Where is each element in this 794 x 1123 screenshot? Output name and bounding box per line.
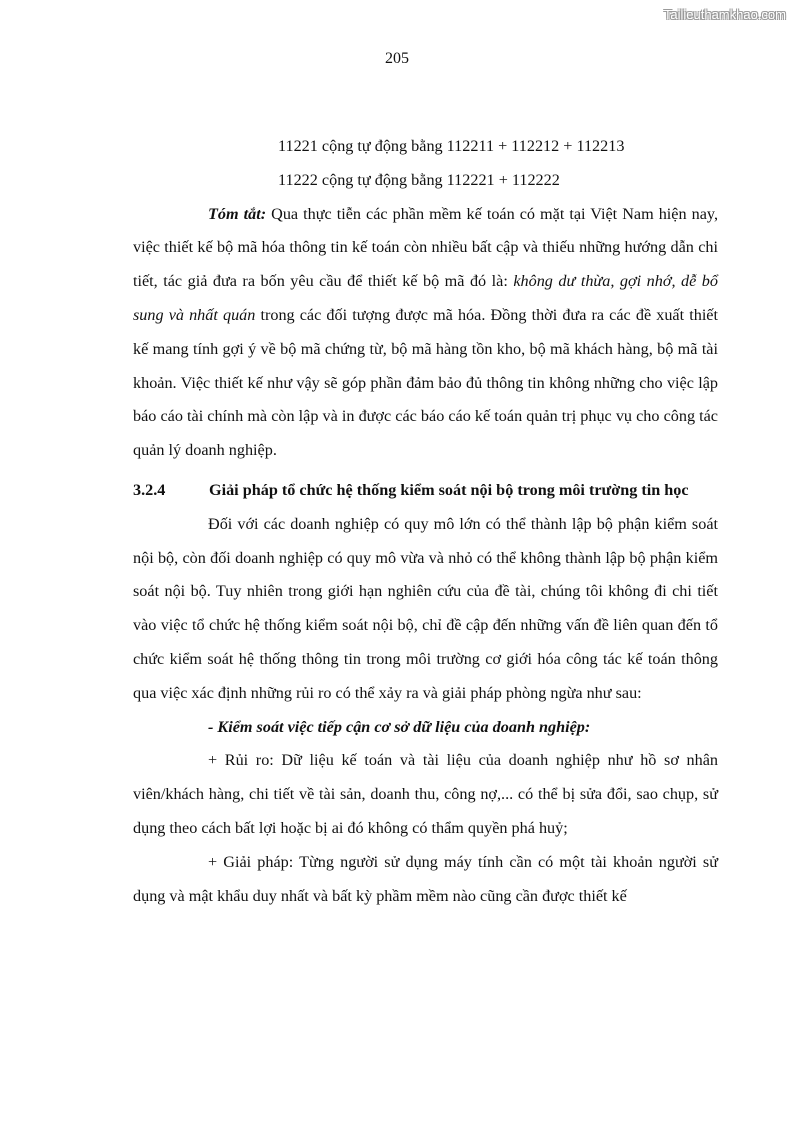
- subheading: - Kiểm soát việc tiếp cận cơ sở dữ liệu của doanh nghiệp:: [208, 717, 591, 736]
- solution-paragraph: + Giải pháp: Từng người sử dụng máy tính cần có một tài khoản người sử dụng và mật khẩu duy nhất và bất kỳ phầm mềm nào cũng cần được thiết kế: [133, 852, 718, 905]
- risk-paragraph: + Rủi ro: Dữ liệu kế toán và tài liệu của doanh nghiệp như hồ sơ nhân viên/khách hàng, chi tiết về tài sản, doanh thu, công nợ,... có thể bị sửa đổi, sao chụp, sử dụng theo cách bất lợi hoặc bị ai đó không có thẩm quyền phá huỷ;: [133, 751, 718, 837]
- section-heading: [133, 474, 718, 508]
- summary-label: Tóm tắt:: [208, 204, 267, 223]
- summary-paragraph: [133, 198, 718, 468]
- summary-text-1: Qua thực tiễn các phần mềm kế toán có mặt tại Việt Nam hiện nay, việc thiết kế bộ mã hóa thông tin kế toán còn nhiều bất cập và thiếu những hướng dẫn chi tiết, tác giả đưa ra bốn yêu cầu để thiết kế bộ mã đó là:: [133, 204, 718, 291]
- page-number: 205: [385, 50, 409, 67]
- watermark: Tailieuthamkhao.com: [663, 7, 786, 22]
- account-line-2: 11222 cộng tự động bằng 112221 + 112222: [278, 170, 560, 189]
- section-title: Giải pháp tổ chức hệ thống kiểm soát nội bộ trong môi trường tin học: [209, 480, 689, 499]
- paragraph-intro: Đối với các doanh nghiệp có quy mô lớn có thể thành lập bộ phận kiểm soát nội bộ, còn đối doanh nghiệp có quy mô vừa và nhỏ có thể không thành lập bộ phận kiểm soát nội bộ. Tuy nhiên trong giới hạn nghiên cứu của đề tài, chúng tôi không đi chi tiết vào việc tổ chức hệ thống kiểm soát nội bộ, chỉ đề cập đến những vấn đề liên quan đến tổ chức kiểm soát hệ thống thông tin trong môi trường cơ giới hóa công tác kế toán thông qua việc xác định những rủi ro có thể xảy ra và giải pháp phòng ngừa như sau:: [133, 514, 718, 702]
- summary-italic: không dư thừa, gợi nhớ, dễ bổ sung và nhất quán: [133, 272, 718, 324]
- document-body: [133, 130, 718, 913]
- summary-text-2: trong các đối tượng được mã hóa. Đồng thời đưa ra các đề xuất thiết kế mang tính gợi ý về bộ mã chứng từ, bộ mã hàng tồn kho, bộ mã khách hàng, bộ mã tài khoản. Việc thiết kế như vậy sẽ góp phần đảm bảo đủ thông tin không những cho việc lập báo cáo tài chính mà còn lập và in được các báo cáo kế toán quản trị phục vụ cho công tác quản lý doanh nghiệp.: [133, 305, 718, 460]
- section-number: 3.2.4: [133, 480, 166, 499]
- account-line-1: 11221 cộng tự động bằng 112211 + 112212 + 112213: [278, 137, 625, 155]
